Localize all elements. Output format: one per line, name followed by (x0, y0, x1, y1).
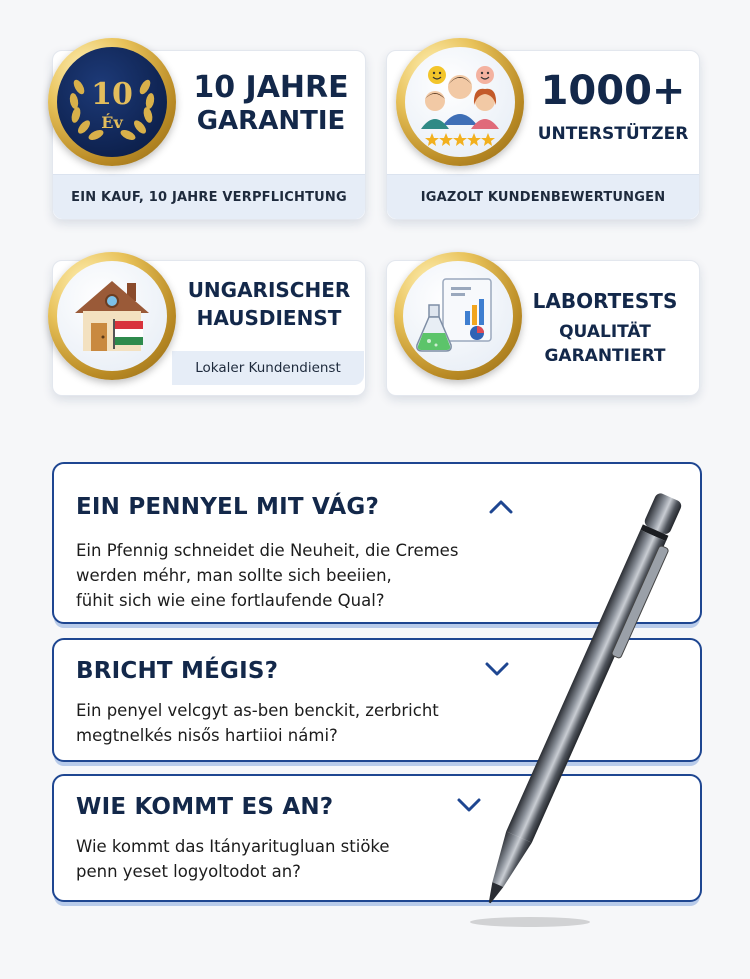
faq-answer-line: werden méhr, man sollte sich beeiien, (76, 566, 392, 585)
medal-unit: Év (101, 113, 123, 132)
faq-answer-line: penn yeset logyoltodot an? (76, 862, 301, 881)
badge-title-line2: GARANTIE (196, 106, 346, 136)
faq-question[interactable]: EIN PENNYEL MIT VÁG? (76, 494, 380, 520)
badge-title-line1: 10 JAHRE (193, 70, 349, 105)
badge-title-line3: GARANTIERT (544, 346, 666, 366)
faq-answer-line: Wie kommt das Itányaritugluan stiöke (76, 837, 390, 856)
faq-answer-line: Ein penyel velcgyt as-ben benckit, zerbricht (76, 701, 439, 720)
pen-icon (440, 470, 720, 940)
faq-question[interactable]: BRICHT MÉGIS? (76, 658, 279, 684)
laurel-wreath-medal-icon (48, 38, 176, 166)
faq-answer-line: fühit sich wie eine fortlaufende Qual? (76, 591, 385, 610)
badge-caption: EIN KAUF, 10 JAHRE VERPFLICHTUNG (53, 174, 365, 219)
badge-title-line1: 1000+ (540, 68, 686, 114)
badge-title-line2: UNTERSTÜTZER (537, 124, 689, 144)
happy-customers-stars-icon (396, 38, 524, 166)
badge-caption: Lokaler Kundendienst (172, 351, 364, 385)
badge-title-line2: HAUSDIENST (196, 306, 342, 330)
faq-question[interactable]: WIE KOMMT ES AN? (76, 794, 334, 820)
badge-title-line1: UNGARISCHER (187, 278, 351, 302)
badge-title-line2: QUALITÄT (559, 322, 651, 342)
lab-flask-chart-icon (394, 252, 522, 380)
faq-answer-line: megtnelkés nisős hartiioi námi? (76, 726, 338, 745)
faq-answer-line: Ein Pfennig schneidet die Neuheit, die Cremes (76, 541, 459, 560)
badge-title-line1: LABORTESTS (532, 289, 678, 313)
medal-number: 10 (91, 77, 133, 112)
house-hungarian-flag-icon (48, 252, 176, 380)
badge-caption: IGAZOLT KUNDENBEWERTUNGEN (387, 174, 699, 219)
